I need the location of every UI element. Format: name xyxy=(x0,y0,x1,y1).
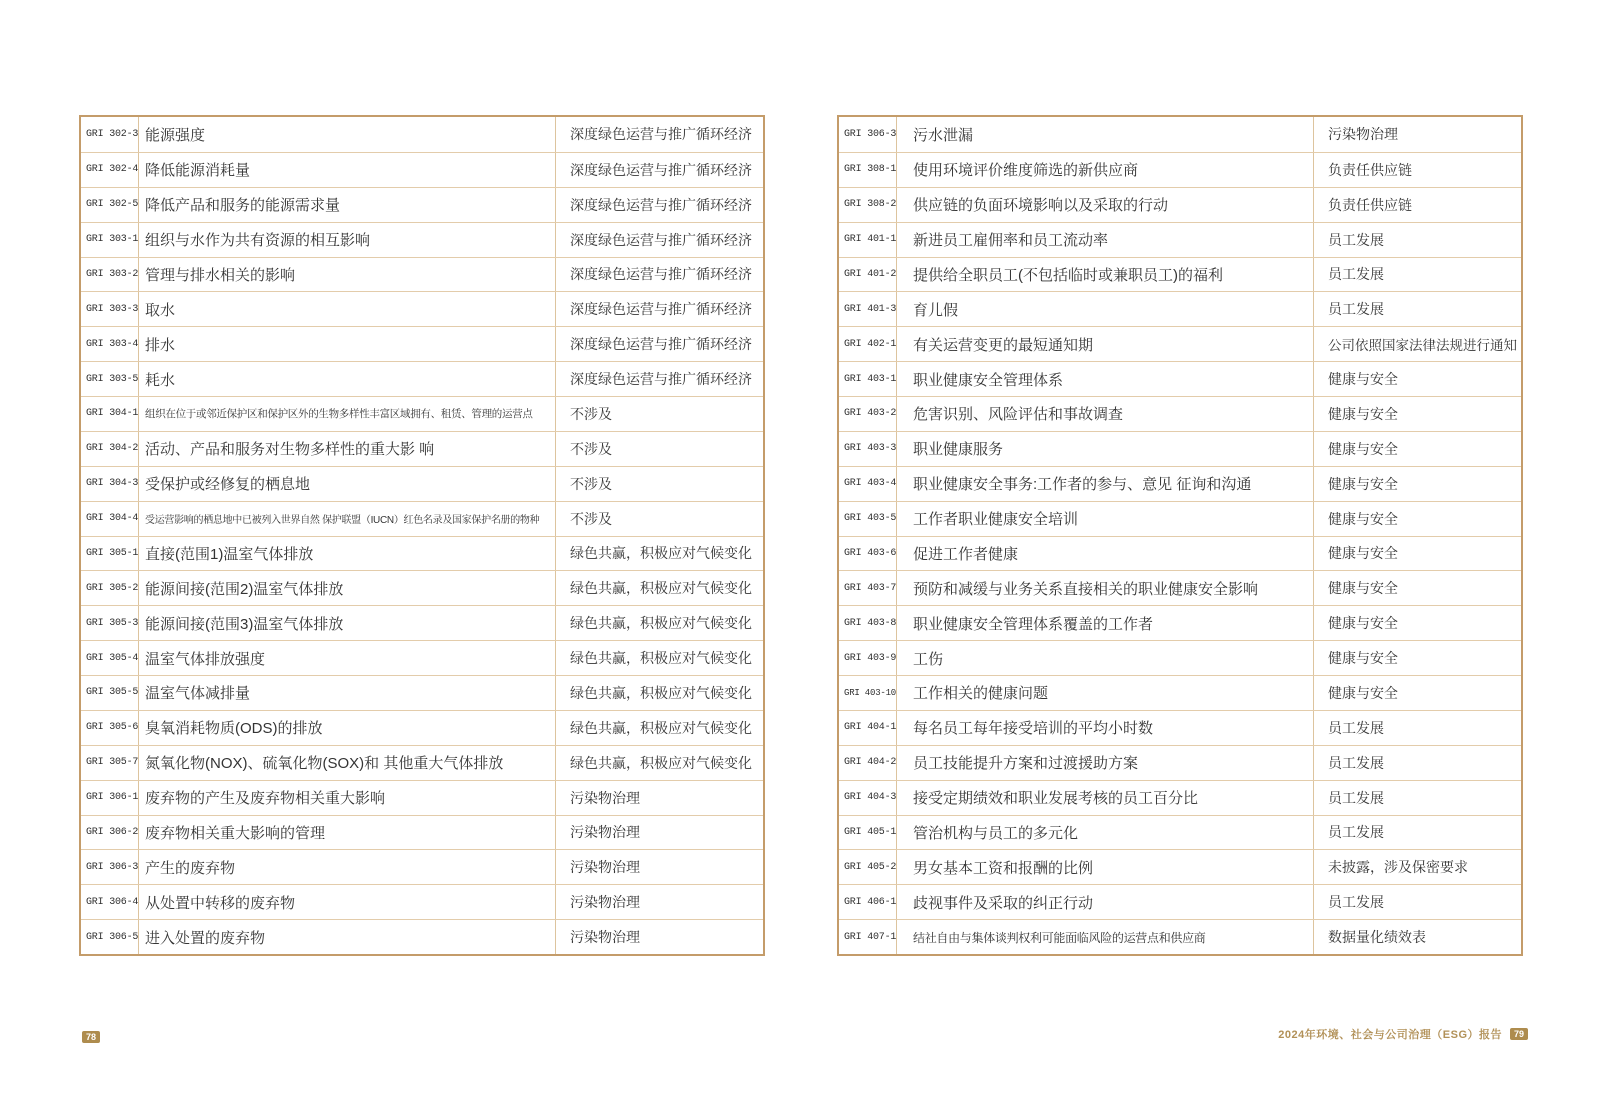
table-row xyxy=(81,815,763,850)
gri-category: 污染物治理 xyxy=(555,885,763,919)
gri-category: 员工发展 xyxy=(1313,711,1521,745)
table-row xyxy=(81,187,763,222)
gri-category: 员工发展 xyxy=(1313,885,1521,919)
gri-code: GRI 406-1 xyxy=(844,896,896,908)
table-row xyxy=(81,431,763,466)
gri-description: 每名员工每年接受培训的平均小时数 xyxy=(896,711,1313,745)
table-row xyxy=(839,815,1521,850)
table-row xyxy=(839,780,1521,815)
gri-code: GRI 306-1 xyxy=(86,792,138,804)
gri-code: GRI 401-1 xyxy=(844,234,896,246)
gri-description: 危害识别、风险评估和事故调查 xyxy=(896,397,1313,431)
gri-index-table-left xyxy=(79,115,765,956)
gri-code: GRI 403-3 xyxy=(844,443,896,455)
table-row xyxy=(81,640,763,675)
gri-description: 废弃物相关重大影响的管理 xyxy=(138,816,555,850)
gri-category: 负责任供应链 xyxy=(1313,153,1521,187)
gri-code: GRI 304-4 xyxy=(86,513,138,525)
gri-description: 直接(范围1)温室气体排放 xyxy=(138,537,555,571)
gri-category: 健康与安全 xyxy=(1313,362,1521,396)
table-row xyxy=(81,675,763,710)
table-row xyxy=(839,570,1521,605)
gri-code: GRI 305-3 xyxy=(86,617,138,629)
report-title: 2024年环境、社会与公司治理（ESG）报告 xyxy=(1278,1029,1502,1041)
gri-category: 未披露，涉及保密要求 xyxy=(1313,850,1521,884)
gri-description: 供应链的负面环境影响以及采取的行动 xyxy=(896,188,1313,222)
gri-description: 取水 xyxy=(138,292,555,326)
gri-code: GRI 304-3 xyxy=(86,478,138,490)
gri-code: GRI 304-1 xyxy=(86,408,138,420)
gri-code: GRI 403-8 xyxy=(844,617,896,629)
gri-code: GRI 304-2 xyxy=(86,443,138,455)
table-row xyxy=(81,849,763,884)
gri-description: 温室气体减排量 xyxy=(138,676,555,710)
gri-category: 负责任供应链 xyxy=(1313,188,1521,222)
table-row xyxy=(81,291,763,326)
gri-description: 组织与水作为共有资源的相互影响 xyxy=(138,223,555,257)
gri-category: 员工发展 xyxy=(1313,781,1521,815)
gri-code: GRI 303-2 xyxy=(86,268,138,280)
gri-category: 深度绿色运营与推广循环经济 xyxy=(555,327,763,361)
gri-code: GRI 303-5 xyxy=(86,373,138,385)
gri-description: 受运营影响的栖息地中已被列入世界自然 保护联盟（IUCN）红色名录及国家保护名册的物种 xyxy=(138,502,555,536)
gri-category: 绿色共赢，积极应对气候变化 xyxy=(555,746,763,780)
gri-category: 健康与安全 xyxy=(1313,502,1521,536)
table-row xyxy=(839,222,1521,257)
table-row xyxy=(839,257,1521,292)
gri-category: 深度绿色运营与推广循环经济 xyxy=(555,188,763,222)
gri-description: 员工技能提升方案和过渡援助方案 xyxy=(896,746,1313,780)
gri-description: 能源间接(范围2)温室气体排放 xyxy=(138,571,555,605)
gri-code: GRI 308-1 xyxy=(844,164,896,176)
gri-code: GRI 405-2 xyxy=(844,861,896,873)
table-row xyxy=(81,570,763,605)
gri-category: 污染物治理 xyxy=(555,781,763,815)
gri-category: 深度绿色运营与推广循环经济 xyxy=(555,258,763,292)
gri-code: GRI 303-3 xyxy=(86,303,138,315)
gri-code: GRI 404-3 xyxy=(844,792,896,804)
table-row xyxy=(81,745,763,780)
gri-code: GRI 403-2 xyxy=(844,408,896,420)
gri-category: 不涉及 xyxy=(555,502,763,536)
table-row xyxy=(839,117,1521,152)
table-row xyxy=(81,117,763,152)
table-row xyxy=(81,152,763,187)
page-number-badge: 78 xyxy=(82,1031,100,1043)
gri-category: 健康与安全 xyxy=(1313,432,1521,466)
gri-description: 能源强度 xyxy=(138,117,555,152)
gri-description: 工作相关的健康问题 xyxy=(896,676,1313,710)
footer-right xyxy=(1278,1026,1528,1042)
gri-description: 氮氧化物(NOX)、硫氧化物(SOX)和 其他重大气体排放 xyxy=(138,746,555,780)
table-row xyxy=(81,222,763,257)
gri-category: 不涉及 xyxy=(555,432,763,466)
gri-description: 排水 xyxy=(138,327,555,361)
gri-code: GRI 403-4 xyxy=(844,478,896,490)
gri-code: GRI 403-7 xyxy=(844,582,896,594)
table-row xyxy=(839,849,1521,884)
gri-description: 职业健康服务 xyxy=(896,432,1313,466)
gri-code: GRI 303-1 xyxy=(86,234,138,246)
gri-category: 健康与安全 xyxy=(1313,571,1521,605)
table-row xyxy=(839,187,1521,222)
gri-description: 促进工作者健康 xyxy=(896,537,1313,571)
gri-category: 绿色共赢，积极应对气候变化 xyxy=(555,676,763,710)
gri-description: 组织在位于或邻近保护区和保护区外的生物多样性丰富区域拥有、租赁、管理的运营点 xyxy=(138,397,555,431)
table-row xyxy=(839,605,1521,640)
gri-code: GRI 302-4 xyxy=(86,164,138,176)
gri-code: GRI 403-1 xyxy=(844,373,896,385)
gri-code: GRI 407-1 xyxy=(844,931,896,943)
gri-category: 员工发展 xyxy=(1313,816,1521,850)
table-row xyxy=(839,291,1521,326)
gri-description: 能源间接(范围3)温室气体排放 xyxy=(138,606,555,640)
gri-category: 员工发展 xyxy=(1313,258,1521,292)
table-row xyxy=(839,675,1521,710)
gri-category: 健康与安全 xyxy=(1313,676,1521,710)
gri-description: 结社自由与集体谈判权利可能面临风险的运营点和供应商 xyxy=(896,920,1313,954)
table-row xyxy=(839,745,1521,780)
table-row xyxy=(81,536,763,571)
table-row xyxy=(81,326,763,361)
gri-code: GRI 402-1 xyxy=(844,338,896,350)
table-row xyxy=(839,326,1521,361)
gri-description: 耗水 xyxy=(138,362,555,396)
footer-left xyxy=(82,1027,100,1045)
table-row xyxy=(81,466,763,501)
gri-description: 使用环境评价维度筛选的新供应商 xyxy=(896,153,1313,187)
gri-code: GRI 403-9 xyxy=(844,652,896,664)
gri-category: 绿色共赢，积极应对气候变化 xyxy=(555,711,763,745)
gri-category: 污染物治理 xyxy=(1313,117,1521,152)
table-row xyxy=(839,361,1521,396)
gri-description: 预防和减缓与业务关系直接相关的职业健康安全影响 xyxy=(896,571,1313,605)
gri-category: 数据量化绩效表 xyxy=(1313,920,1521,954)
gri-code: GRI 305-5 xyxy=(86,687,138,699)
table-row xyxy=(81,257,763,292)
gri-code: GRI 401-3 xyxy=(844,303,896,315)
gri-description: 职业健康安全管理体系覆盖的工作者 xyxy=(896,606,1313,640)
gri-code: GRI 308-2 xyxy=(844,199,896,211)
table-row xyxy=(839,501,1521,536)
gri-category: 员工发展 xyxy=(1313,746,1521,780)
table-row xyxy=(839,919,1521,954)
gri-category: 不涉及 xyxy=(555,397,763,431)
gri-category: 公司依照国家法律法规进行通知 xyxy=(1313,327,1521,361)
gri-code: GRI 305-1 xyxy=(86,547,138,559)
gri-description: 管治机构与员工的多元化 xyxy=(896,816,1313,850)
gri-category: 健康与安全 xyxy=(1313,467,1521,501)
gri-category: 员工发展 xyxy=(1313,223,1521,257)
gri-code: GRI 302-5 xyxy=(86,199,138,211)
gri-code: GRI 306-2 xyxy=(86,826,138,838)
gri-description: 产生的废弃物 xyxy=(138,850,555,884)
table-row xyxy=(839,536,1521,571)
gri-description: 降低能源消耗量 xyxy=(138,153,555,187)
table-row xyxy=(839,710,1521,745)
gri-code: GRI 306-3 xyxy=(844,128,896,140)
gri-code: GRI 306-5 xyxy=(86,931,138,943)
table-row xyxy=(839,640,1521,675)
gri-category: 污染物治理 xyxy=(555,850,763,884)
gri-description: 从处置中转移的废弃物 xyxy=(138,885,555,919)
gri-description: 污水泄漏 xyxy=(896,117,1313,152)
gri-description: 新进员工雇佣率和员工流动率 xyxy=(896,223,1313,257)
gri-category: 深度绿色运营与推广循环经济 xyxy=(555,362,763,396)
table-row xyxy=(839,152,1521,187)
table-row xyxy=(839,466,1521,501)
table-row xyxy=(839,884,1521,919)
gri-category: 深度绿色运营与推广循环经济 xyxy=(555,292,763,326)
gri-code: GRI 305-2 xyxy=(86,582,138,594)
gri-category: 健康与安全 xyxy=(1313,397,1521,431)
gri-category: 深度绿色运营与推广循环经济 xyxy=(555,153,763,187)
gri-category: 健康与安全 xyxy=(1313,641,1521,675)
gri-description: 接受定期绩效和职业发展考核的员工百分比 xyxy=(896,781,1313,815)
gri-code: GRI 305-4 xyxy=(86,652,138,664)
gri-description: 职业健康安全管理体系 xyxy=(896,362,1313,396)
gri-code: GRI 405-1 xyxy=(844,826,896,838)
gri-code: GRI 305-7 xyxy=(86,757,138,769)
table-row xyxy=(81,884,763,919)
gri-category: 污染物治理 xyxy=(555,920,763,954)
gri-code: GRI 303-4 xyxy=(86,338,138,350)
table-row xyxy=(81,605,763,640)
gri-code: GRI 404-1 xyxy=(844,722,896,734)
table-row xyxy=(839,431,1521,466)
gri-description: 职业健康安全事务:工作者的参与、意见 征询和沟通 xyxy=(896,467,1313,501)
gri-code: GRI 403-10 xyxy=(844,687,896,698)
gri-category: 绿色共赢，积极应对气候变化 xyxy=(555,606,763,640)
gri-description: 活动、产品和服务对生物多样性的重大影 响 xyxy=(138,432,555,466)
gri-code: GRI 306-3 xyxy=(86,861,138,873)
gri-description: 歧视事件及采取的纠正行动 xyxy=(896,885,1313,919)
table-row xyxy=(81,396,763,431)
gri-category: 健康与安全 xyxy=(1313,606,1521,640)
gri-description: 废弃物的产生及废弃物相关重大影响 xyxy=(138,781,555,815)
gri-code: GRI 401-2 xyxy=(844,268,896,280)
gri-description: 有关运营变更的最短通知期 xyxy=(896,327,1313,361)
gri-code: GRI 305-6 xyxy=(86,722,138,734)
gri-description: 进入处置的废弃物 xyxy=(138,920,555,954)
gri-category: 健康与安全 xyxy=(1313,537,1521,571)
gri-code: GRI 403-6 xyxy=(844,547,896,559)
page-number-badge: 79 xyxy=(1510,1028,1528,1040)
gri-description: 臭氧消耗物质(ODS)的排放 xyxy=(138,711,555,745)
gri-description: 工作者职业健康安全培训 xyxy=(896,502,1313,536)
gri-category: 深度绿色运营与推广循环经济 xyxy=(555,117,763,152)
gri-category: 绿色共赢，积极应对气候变化 xyxy=(555,537,763,571)
gri-description: 受保护或经修复的栖息地 xyxy=(138,467,555,501)
gri-code: GRI 403-5 xyxy=(844,513,896,525)
gri-description: 工伤 xyxy=(896,641,1313,675)
gri-code: GRI 306-4 xyxy=(86,896,138,908)
table-row xyxy=(81,780,763,815)
gri-description: 管理与排水相关的影响 xyxy=(138,258,555,292)
gri-description: 提供给全职员工(不包括临时或兼职员工)的福利 xyxy=(896,258,1313,292)
gri-code: GRI 302-3 xyxy=(86,128,138,140)
gri-category: 污染物治理 xyxy=(555,816,763,850)
gri-category: 深度绿色运营与推广循环经济 xyxy=(555,223,763,257)
gri-code: GRI 404-2 xyxy=(844,757,896,769)
table-row xyxy=(81,361,763,396)
gri-category: 绿色共赢，积极应对气候变化 xyxy=(555,571,763,605)
gri-description: 温室气体排放强度 xyxy=(138,641,555,675)
gri-index-table-right xyxy=(837,115,1523,956)
table-row xyxy=(839,396,1521,431)
table-row xyxy=(81,919,763,954)
gri-description: 男女基本工资和报酬的比例 xyxy=(896,850,1313,884)
gri-category: 绿色共赢，积极应对气候变化 xyxy=(555,641,763,675)
gri-description: 育儿假 xyxy=(896,292,1313,326)
table-row xyxy=(81,710,763,745)
table-row xyxy=(81,501,763,536)
gri-category: 不涉及 xyxy=(555,467,763,501)
gri-description: 降低产品和服务的能源需求量 xyxy=(138,188,555,222)
gri-category: 员工发展 xyxy=(1313,292,1521,326)
